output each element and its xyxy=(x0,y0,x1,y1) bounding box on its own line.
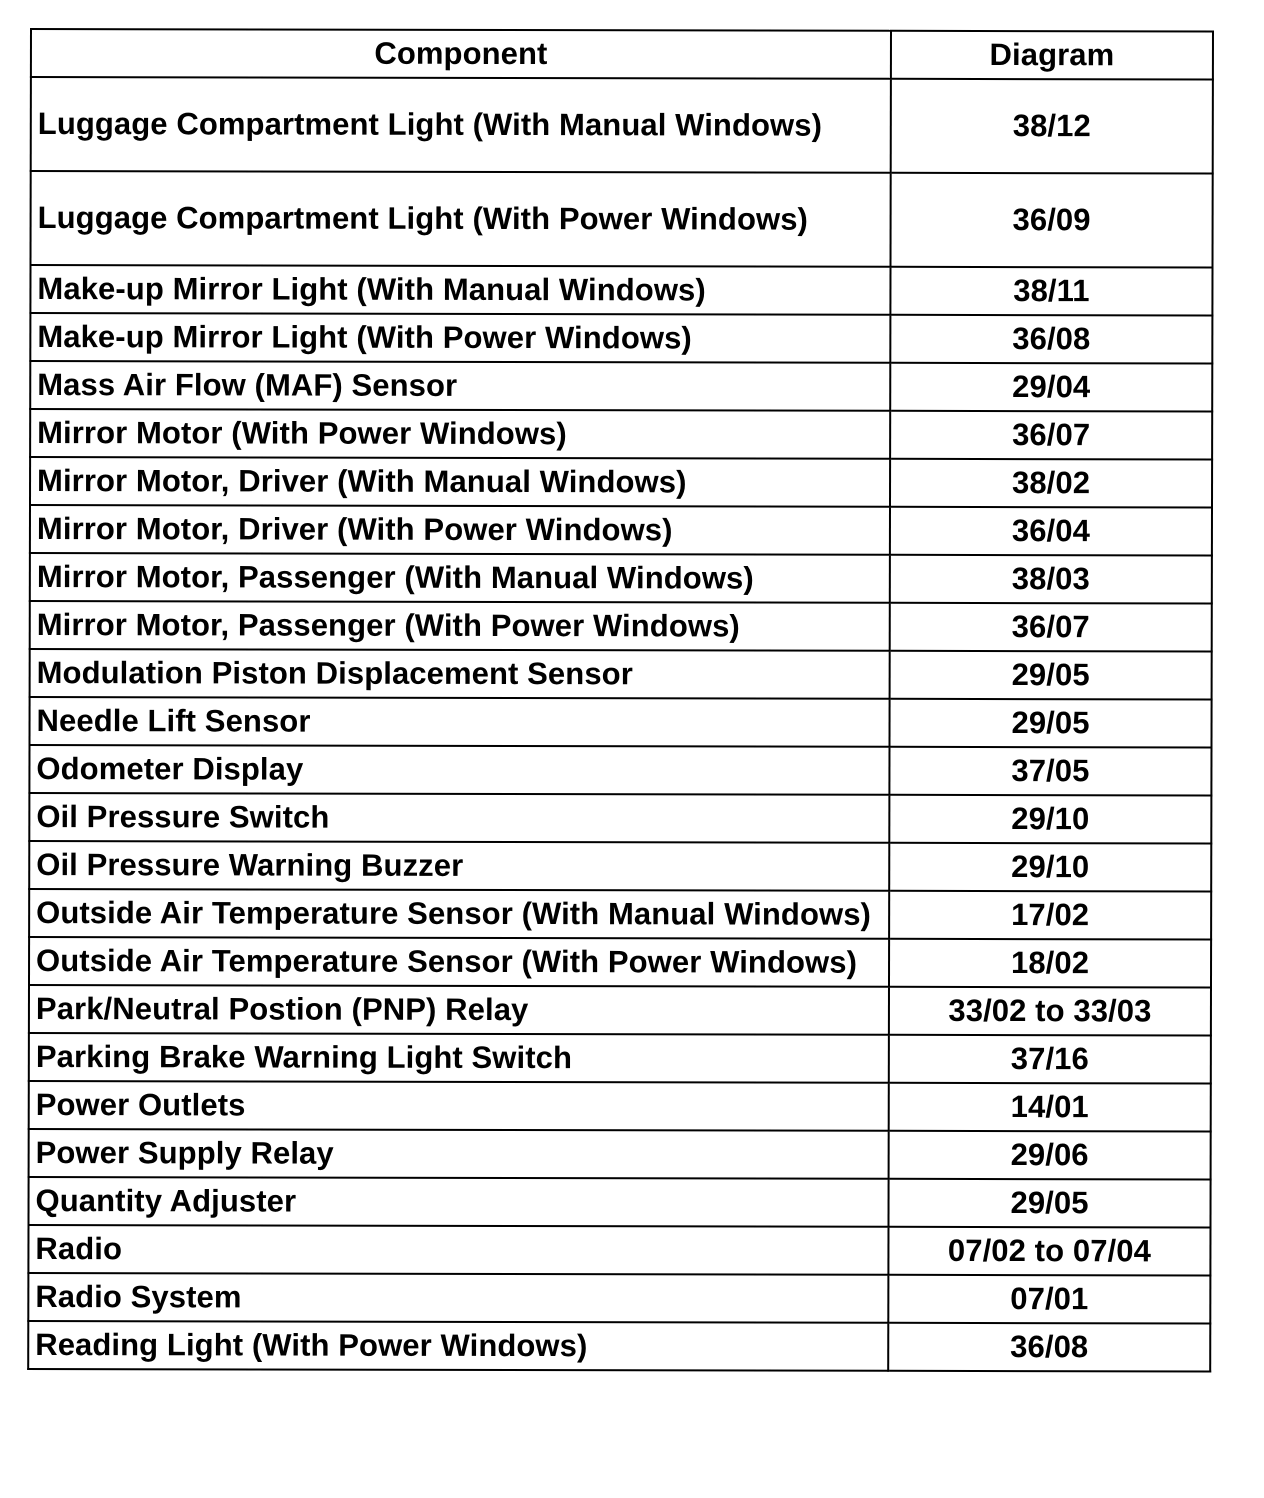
column-header-component: Component xyxy=(31,29,891,79)
diagram-cell: 36/09 xyxy=(891,173,1213,268)
table-row xyxy=(28,1273,1210,1323)
component-cell: Mirror Motor (With Power Windows) xyxy=(30,409,890,459)
table-row xyxy=(30,313,1212,363)
component-cell: Oil Pressure Warning Buzzer xyxy=(29,841,889,891)
diagram-cell: 29/06 xyxy=(889,1131,1211,1180)
component-cell: Mirror Motor, Passenger (With Manual Windows) xyxy=(30,553,890,603)
component-cell: Luggage Compartment Light (With Power Windows) xyxy=(31,171,891,267)
diagram-cell: 29/10 xyxy=(889,843,1211,892)
table-row xyxy=(30,361,1212,411)
table-row xyxy=(29,1129,1211,1179)
table-body xyxy=(28,77,1213,1371)
table-row xyxy=(29,937,1211,987)
diagram-cell: 29/10 xyxy=(889,795,1211,844)
table-row xyxy=(29,841,1211,891)
diagram-cell: 07/02 to 07/04 xyxy=(888,1227,1210,1276)
table-row xyxy=(28,1177,1210,1227)
component-cell: Quantity Adjuster xyxy=(28,1177,888,1227)
component-cell: Odometer Display xyxy=(29,745,889,795)
table-row xyxy=(28,1225,1210,1275)
component-cell: Mirror Motor, Passenger (With Power Windows) xyxy=(30,601,890,651)
component-cell: Make-up Mirror Light (With Power Windows) xyxy=(30,313,890,363)
table-row xyxy=(29,745,1211,795)
component-cell: Make-up Mirror Light (With Manual Windows) xyxy=(30,265,890,315)
table-row xyxy=(30,409,1212,459)
component-cell: Mass Air Flow (MAF) Sensor xyxy=(30,361,890,411)
table-row xyxy=(29,1033,1211,1083)
table-row xyxy=(30,505,1212,555)
table-row xyxy=(30,649,1212,699)
table-row xyxy=(31,171,1213,267)
component-cell: Mirror Motor, Driver (With Power Windows) xyxy=(30,505,890,555)
table-row xyxy=(30,553,1212,603)
component-diagram-sheet xyxy=(30,28,1212,1370)
component-cell: Modulation Piston Displacement Sensor xyxy=(30,649,890,699)
component-cell: Oil Pressure Switch xyxy=(29,793,889,843)
table-row xyxy=(30,457,1212,507)
component-cell: Parking Brake Warning Light Switch xyxy=(29,1033,889,1083)
component-cell: Reading Light (With Power Windows) xyxy=(28,1321,888,1371)
table-row xyxy=(29,985,1211,1035)
table-row xyxy=(29,697,1211,747)
diagram-cell: 14/01 xyxy=(889,1083,1211,1132)
component-cell: Outside Air Temperature Sensor (With Power Windows) xyxy=(29,937,889,987)
component-cell: Luggage Compartment Light (With Manual Windows) xyxy=(31,77,891,173)
component-cell: Park/Neutral Postion (PNP) Relay xyxy=(29,985,889,1035)
component-cell: Power Outlets xyxy=(29,1081,889,1131)
table-row xyxy=(30,601,1212,651)
table-row xyxy=(29,1081,1211,1131)
component-diagram-table xyxy=(27,28,1214,1372)
diagram-cell: 29/04 xyxy=(890,363,1212,412)
diagram-cell: 36/04 xyxy=(890,507,1212,556)
diagram-cell: 18/02 xyxy=(889,939,1211,988)
diagram-cell: 36/08 xyxy=(888,1323,1210,1372)
diagram-cell: 36/08 xyxy=(890,315,1212,364)
diagram-cell: 07/01 xyxy=(888,1275,1210,1324)
component-cell: Needle Lift Sensor xyxy=(29,697,889,747)
table-row xyxy=(29,889,1211,939)
component-cell: Power Supply Relay xyxy=(29,1129,889,1179)
table-row xyxy=(31,77,1213,173)
diagram-cell: 38/11 xyxy=(890,267,1212,316)
diagram-cell: 29/05 xyxy=(888,1179,1210,1228)
table-header-row xyxy=(31,29,1213,79)
diagram-cell: 38/02 xyxy=(890,459,1212,508)
diagram-cell: 29/05 xyxy=(889,699,1211,748)
diagram-cell: 17/02 xyxy=(889,891,1211,940)
diagram-cell: 33/02 to 33/03 xyxy=(889,987,1211,1036)
table-row xyxy=(30,265,1212,315)
table-row xyxy=(28,1321,1210,1371)
diagram-cell: 29/05 xyxy=(890,651,1212,700)
diagram-cell: 38/03 xyxy=(890,555,1212,604)
component-cell: Mirror Motor, Driver (With Manual Windows) xyxy=(30,457,890,507)
diagram-cell: 38/12 xyxy=(891,79,1213,174)
diagram-cell: 36/07 xyxy=(890,603,1212,652)
diagram-cell: 37/05 xyxy=(889,747,1211,796)
table-row xyxy=(29,793,1211,843)
component-cell: Radio xyxy=(28,1225,888,1275)
component-cell: Outside Air Temperature Sensor (With Manual Windows) xyxy=(29,889,889,939)
diagram-cell: 36/07 xyxy=(890,411,1212,460)
component-cell: Radio System xyxy=(28,1273,888,1323)
diagram-cell: 37/16 xyxy=(889,1035,1211,1084)
column-header-diagram: Diagram xyxy=(891,31,1213,80)
